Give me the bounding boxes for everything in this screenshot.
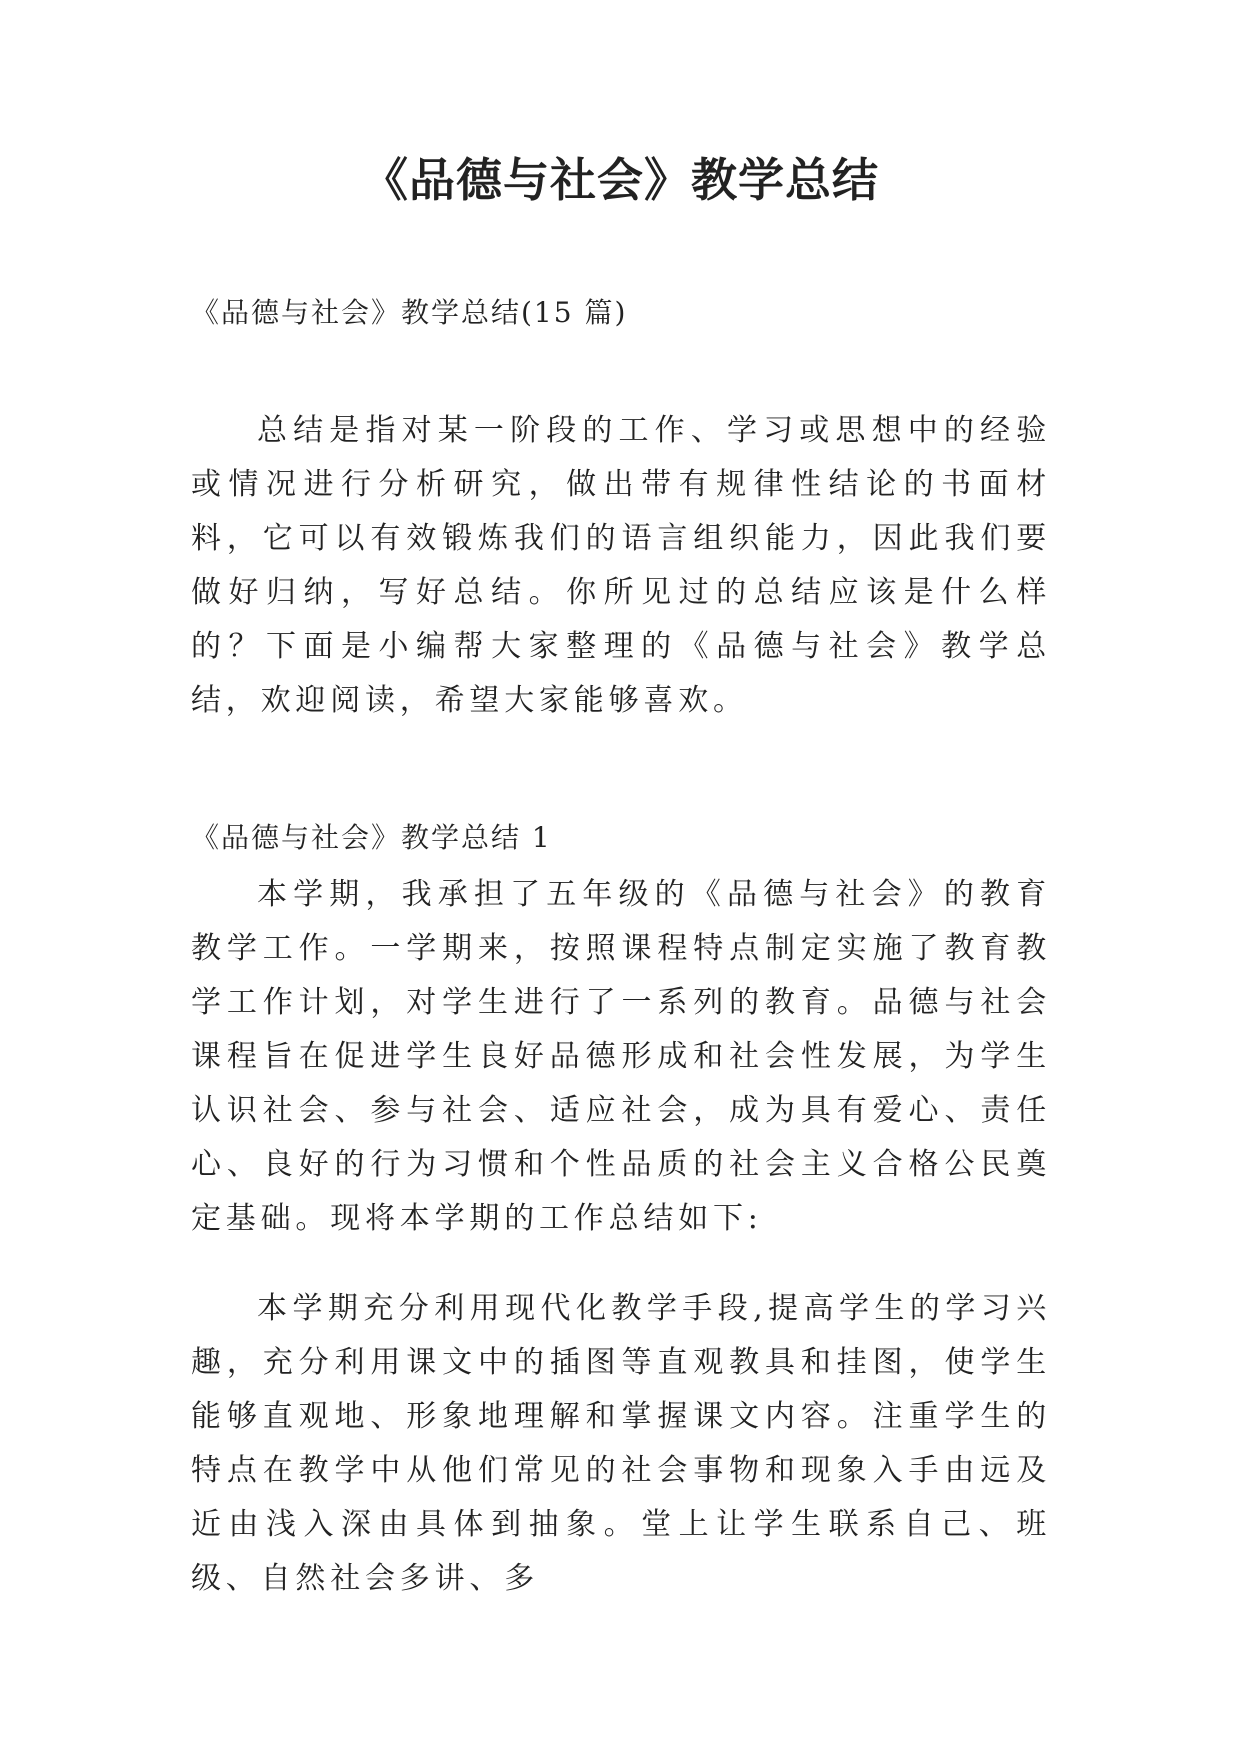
body-paragraph: 本学期充分利用现代化教学手段,提高学生的学习兴趣，充分利用课文中的插图等直观教具和挂图，使学生能够直观地、形象地理解和掌握课文内容。注重学生的特点在教学中从他们常见的社会事物和现象入手由远及近由浅入深由具体到抽象。堂上让学生联系自己、班级、自然社会多讲、多	[191, 1291, 1051, 1596]
section-heading: 《品德与社会》教学总结 1	[191, 821, 552, 854]
intro-paragraph: 总结是指对某一阶段的工作、学习或思想中的经验或情况进行分析研究，做出带有规律性结论的书面材料，它可以有效锻炼我们的语言组织能力，因此我们要做好归纳，写好总结。你所见过的总结应该是什么样的？下面是小编帮大家整理的《品德与社会》教学总结，欢迎阅读，希望大家能够喜欢。	[191, 413, 1051, 718]
document-title: 《品德与社会》教学总结	[362, 153, 879, 207]
document-subtitle: 《品德与社会》教学总结(15 篇)	[191, 296, 628, 329]
body-paragraph: 本学期，我承担了五年级的《品德与社会》的教育教学工作。一学期来，按照课程特点制定实施了教育教学工作计划，对学生进行了一系列的教育。品德与社会课程旨在促进学生良好品德形成和社会性发展，为学生认识社会、参与社会、适应社会，成为具有爱心、责任心、良好的行为习惯和个性品质的社会主义合格公民奠定基础。现将本学期的工作总结如下:	[191, 877, 1051, 1236]
